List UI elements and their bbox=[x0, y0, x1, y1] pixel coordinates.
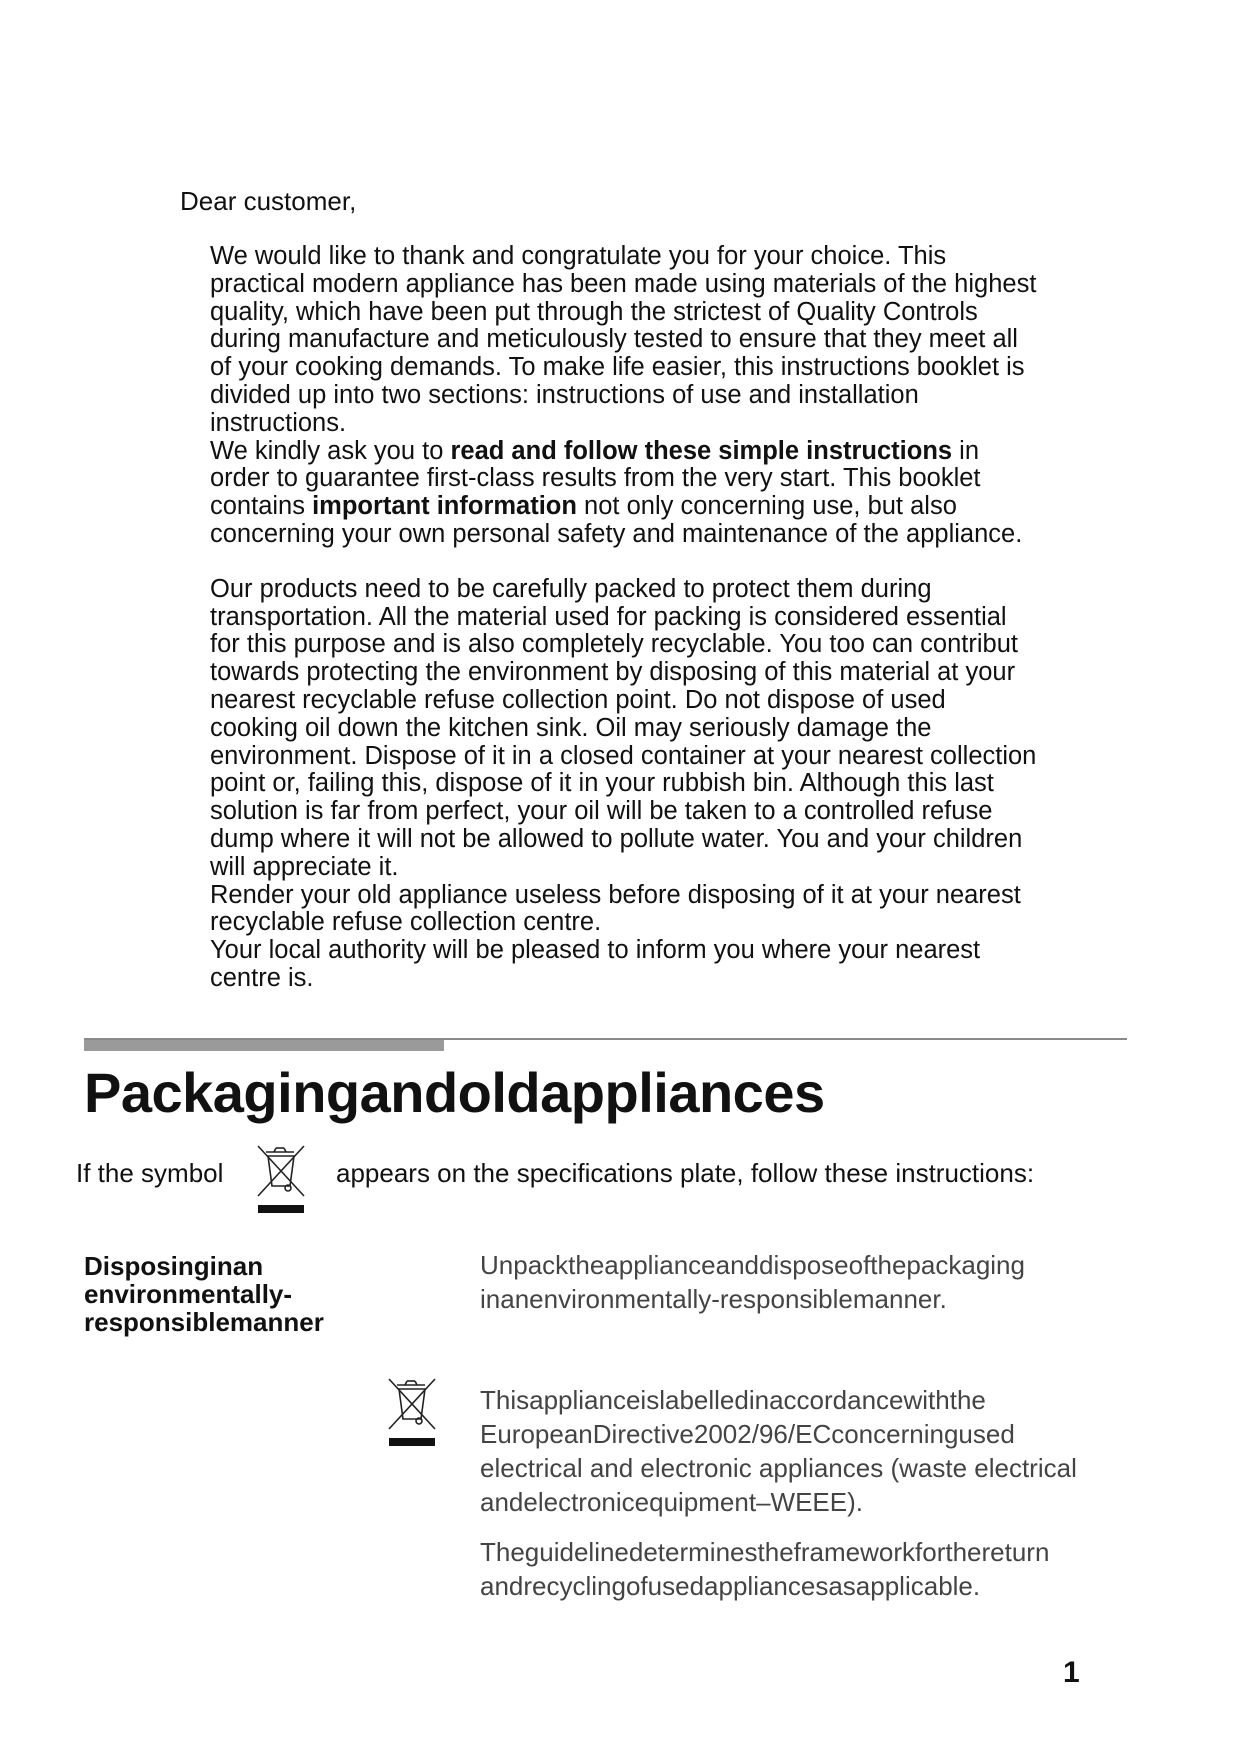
para2-text-1: We kindly ask you to bbox=[210, 436, 451, 465]
symbol-instruction bbox=[76, 1158, 1176, 1218]
letter-body bbox=[210, 243, 1040, 993]
guideline-paragraph: Theguidelinedeterminestheframeworkforthereturn andrecyclingofusedappliancesasapplicable. bbox=[480, 1537, 1050, 1601]
symbol-prefix: If the symbol bbox=[76, 1158, 224, 1188]
disposal-side-heading bbox=[84, 1252, 384, 1336]
para2-bold-2: important information bbox=[312, 492, 577, 521]
crossed-out-wheelie-bin-icon bbox=[254, 1142, 308, 1223]
weee-bin-icon bbox=[385, 1375, 439, 1454]
letter-paragraph-5: Your local authority will be pleased to inform you where your nearest centre is. bbox=[210, 936, 981, 992]
section-heading: Packagingandoldappliances bbox=[84, 1061, 825, 1124]
side-heading-line-3: responsiblemanner bbox=[84, 1307, 324, 1337]
weee-text: Thisapplianceislabelledinaccordancewiththe EuropeanDirective2002/96/ECconcerningused electrical and electronic appliances (waste electrical andelectronicequipment–WEEE). bbox=[480, 1385, 1077, 1517]
symbol-suffix: appears on the specifications plate, follow these instructions: bbox=[336, 1158, 1035, 1188]
greeting: Dear customer, bbox=[180, 186, 357, 216]
unpack-instruction bbox=[480, 1248, 1120, 1316]
para2-text-2: in order to guarantee first-class results from the very start. This booklet contains bbox=[210, 436, 981, 521]
para2-text-3: not only concerning use, but also concerning your own personal safety and maintenance of the appliance. bbox=[210, 492, 1023, 548]
unpack-text: Unpacktheapplianceanddisposeofthepackaging inanenvironmentally-responsiblemanner. bbox=[480, 1250, 1025, 1314]
weee-directive-text bbox=[480, 1383, 1120, 1519]
section-divider-accent bbox=[84, 1040, 444, 1051]
letter-paragraph-3: Our products need to be carefully packed to protect them during transportation. All the material used for packing is considered essential for this purpose and is also completely recyclable. You too can contribut towards protecting the environment by disposing of this material at your nearest recyclable refuse collection point. Do not dispose of used cooking oil down the kitchen sink. Oil may seriously damage the environment. Dispose of it in a closed container at your nearest collection point or, failing this, dispose of it in your rubbish bin. Although this last solution is far from perfect, your oil will be taken to a controlled refuse dump where it will not be allowed to pollute water. You and your children will appreciate it. bbox=[210, 574, 1037, 881]
letter-paragraph-1: We would like to thank and congratulate you for your choice. This practical modern appliance has been made using materials of the highest quality, which have been put through the strictest of Quality Controls during manufacture and meticulously tested to ensure that they meet all of your cooking demands. To make life easier, this instructions booklet is divided up into two sections: instructions of use and installation instructions. bbox=[210, 242, 1037, 437]
letter-paragraph-4: Render your old appliance useless before disposing of it at your nearest recyclable refuse collection centre. bbox=[210, 880, 1021, 937]
page-number: 1 bbox=[1063, 1656, 1080, 1689]
guideline-text bbox=[480, 1535, 1120, 1603]
side-heading-line-1: Disposinginan bbox=[84, 1251, 264, 1281]
letter-paragraph-2 bbox=[210, 438, 1040, 549]
side-heading-line-2: environmentally- bbox=[84, 1279, 293, 1309]
para2-bold-1: read and follow these simple instructions bbox=[450, 436, 953, 465]
